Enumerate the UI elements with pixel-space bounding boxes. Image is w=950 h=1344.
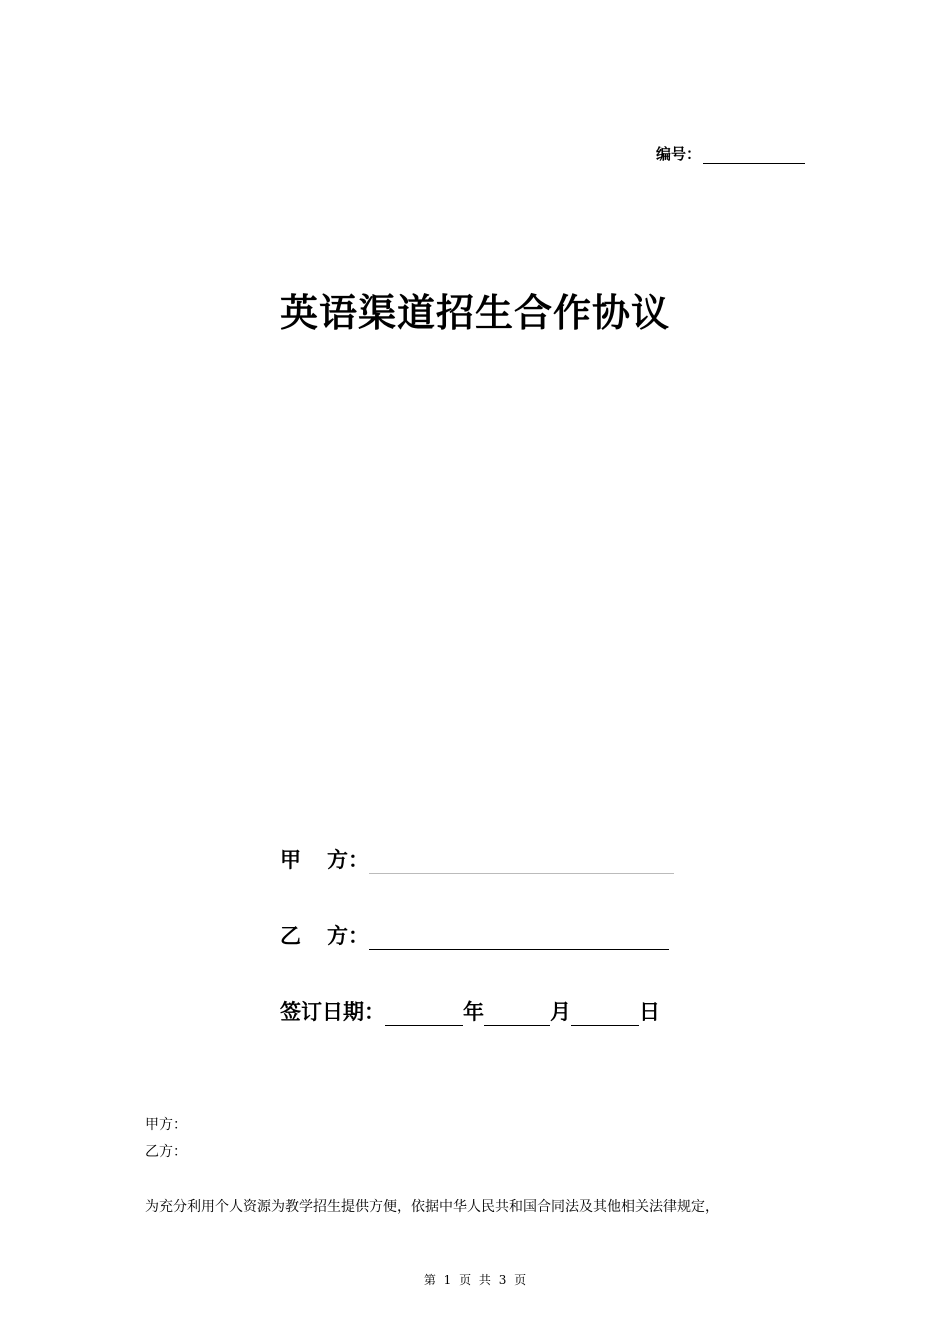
party-a-blank bbox=[369, 851, 674, 874]
year-blank bbox=[385, 1003, 463, 1026]
sign-date-field bbox=[280, 996, 660, 1026]
body-intro-paragraph: 为充分利用个人资源为教学招生提供方便，依据中华人民共和国合同法及其他相关法律规定， bbox=[145, 1199, 719, 1215]
party-a-label-1: 甲 bbox=[280, 848, 301, 872]
day-blank bbox=[571, 1003, 639, 1026]
serial-label: 编号： bbox=[656, 145, 702, 163]
body-party-a: 甲方： bbox=[145, 1117, 187, 1133]
party-b-blank bbox=[369, 927, 669, 950]
page-footer: 第 1 页 共 3 页 bbox=[423, 1273, 527, 1287]
party-a-field bbox=[280, 844, 674, 874]
year-label: 年 bbox=[463, 1000, 484, 1024]
month-blank bbox=[484, 1003, 550, 1026]
document-title: 英语渠道招生合作协议 bbox=[279, 291, 670, 335]
party-b-label-1: 乙 bbox=[280, 924, 301, 948]
party-b-label-2: 方： bbox=[327, 924, 369, 948]
party-a-label-2: 方： bbox=[327, 848, 369, 872]
day-label: 日 bbox=[639, 1000, 660, 1024]
serial-blank bbox=[703, 149, 805, 164]
month-label: 月 bbox=[550, 1000, 571, 1024]
body-party-b: 乙方： bbox=[145, 1144, 187, 1160]
party-b-field bbox=[280, 920, 669, 950]
sign-date-label: 签订日期： bbox=[280, 1000, 385, 1024]
serial-number bbox=[656, 143, 805, 164]
